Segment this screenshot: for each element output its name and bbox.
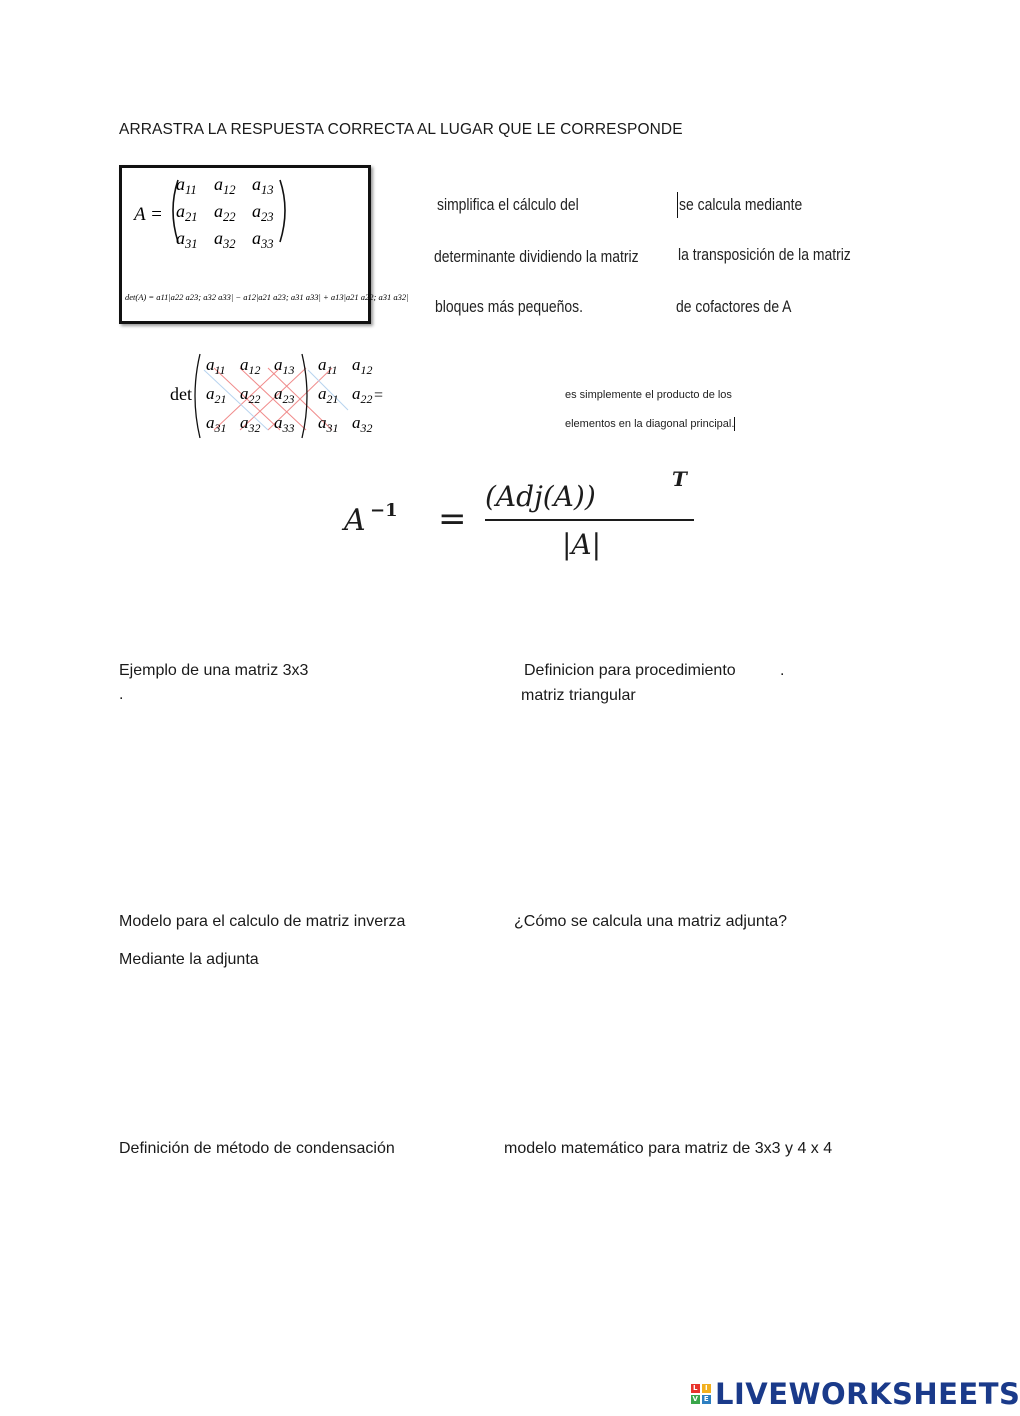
- matrix-lhs: A =: [134, 204, 163, 225]
- right-paren: [280, 180, 285, 242]
- snippet-condensation-line2[interactable]: determinante dividiendo la matriz: [434, 247, 639, 266]
- logo-text: LIVEWORKSHEETS: [715, 1377, 1020, 1411]
- matrix-cell: $a_{33}$: [252, 228, 274, 251]
- sarrus-svg: [168, 350, 388, 442]
- label-inverse-answer: Mediante la adjunta: [119, 951, 259, 968]
- sarrus-cell: $a_{11}$: [318, 355, 338, 377]
- logo-mark-letter: I: [702, 1384, 711, 1393]
- label-adjugate-question: ¿Cómo se calcula una matriz adjunta?: [514, 913, 788, 930]
- matrix-cell: $a_{23}$: [252, 201, 274, 224]
- sarrus-cell: $a_{22}$: [352, 384, 373, 406]
- sarrus-cell: $a_{32}$: [352, 413, 373, 435]
- snippet-condensation-line3[interactable]: bloques más pequeños.: [435, 297, 584, 316]
- label-model-3x3-4x4: modelo matemático para matriz de 3x3 y 4 x 4: [504, 1140, 833, 1157]
- sarrus-cell: $a_{21}$: [318, 384, 339, 406]
- label-definition-triangular: Definicion para procedimiento: [524, 662, 736, 679]
- matrix-cell: $a_{21}$: [176, 201, 198, 224]
- sarrus-cell: $a_{32}$: [240, 413, 261, 435]
- formula-numerator: (Adj(A)): [485, 480, 596, 513]
- label-definition-triangular-2: matriz triangular: [521, 687, 636, 704]
- matrix-cell: $a_{32}$: [214, 228, 236, 251]
- sarrus-cell: $a_{13}$: [274, 355, 295, 377]
- formula-denominator: |A|: [562, 528, 602, 561]
- matrix-cell: $a_{13}$: [252, 174, 274, 197]
- sarrus-cell: $a_{22}$: [240, 384, 261, 406]
- matrix-3x3-svg: [122, 168, 409, 321]
- sarrus-det-prefix: det: [170, 384, 192, 404]
- snippet-condensation-line1[interactable]: simplifica el cálculo del: [437, 195, 579, 214]
- formula-lhs: A: [344, 503, 366, 538]
- sarrus-cell: $a_{11}$: [206, 355, 226, 377]
- formula-numerator-exponent: T: [672, 467, 687, 491]
- snippet-adjugate-line1[interactable]: se calcula mediante: [679, 195, 803, 214]
- snippet-triangular-line2-text: elementos en la diagonal principal.: [565, 417, 735, 430]
- logo-mark-letter: L: [691, 1384, 700, 1393]
- label-example-3x3: Ejemplo de una matriz 3x3: [119, 662, 309, 679]
- sarrus-equals: =: [374, 387, 384, 404]
- drop-zone-definition-triangular[interactable]: .: [780, 662, 785, 679]
- liveworksheets-logo[interactable]: [691, 1377, 1020, 1411]
- det-formula: det(A) = a11|a22 a23; a32 a33| − a12|a21 a23; a31 a33| + a13|a21 a22; a31 a32|: [125, 292, 409, 302]
- inverse-formula-svg: [340, 468, 700, 568]
- logo-mark-letter: V: [692, 1395, 699, 1403]
- sarrus-cell: $a_{12}$: [352, 355, 373, 377]
- matrix-cell: $a_{11}$: [176, 174, 197, 197]
- snippet-adjugate-line2[interactable]: la transposición de la matriz: [678, 245, 851, 264]
- matrix-cell: $a_{22}$: [214, 201, 236, 224]
- matrix-cell: $a_{12}$: [214, 174, 236, 197]
- logo-mark-icon: [691, 1384, 711, 1404]
- sarrus-cell: $a_{23}$: [274, 384, 295, 406]
- matrix-3x3-image[interactable]: [119, 165, 409, 324]
- text-cursor-2: [734, 417, 735, 431]
- text-cursor: [677, 192, 678, 218]
- sarrus-cell: $a_{12}$: [240, 355, 261, 377]
- formula-lhs-exponent: −1: [370, 500, 398, 521]
- sarrus-rule-image[interactable]: [168, 350, 388, 442]
- matrix-cell: $a_{31}$: [176, 228, 198, 251]
- snippet-triangular-line2[interactable]: [565, 417, 735, 431]
- label-inverse-model: Modelo para el calculo de matriz inverza: [119, 913, 406, 930]
- inverse-formula-image[interactable]: [340, 468, 700, 568]
- snippet-adjugate-line3[interactable]: de cofactores de A: [676, 297, 792, 316]
- snippet-triangular-line1[interactable]: es simplemente el producto de los: [565, 389, 732, 401]
- logo-mark-letter: E: [703, 1395, 710, 1403]
- sarrus-cell: $a_{33}$: [274, 413, 295, 435]
- formula-equals: =: [438, 499, 467, 539]
- drop-zone-example-3x3[interactable]: .: [119, 686, 124, 703]
- sarrus-cell: $a_{31}$: [318, 413, 339, 435]
- instruction-title: ARRASTRA LA RESPUESTA CORRECTA AL LUGAR QUE LE CORRESPONDE: [119, 121, 683, 138]
- label-condensation-definition: Definición de método de condensación: [119, 1140, 395, 1157]
- sarrus-cell: $a_{21}$: [206, 384, 227, 406]
- sarrus-cell: $a_{31}$: [206, 413, 227, 435]
